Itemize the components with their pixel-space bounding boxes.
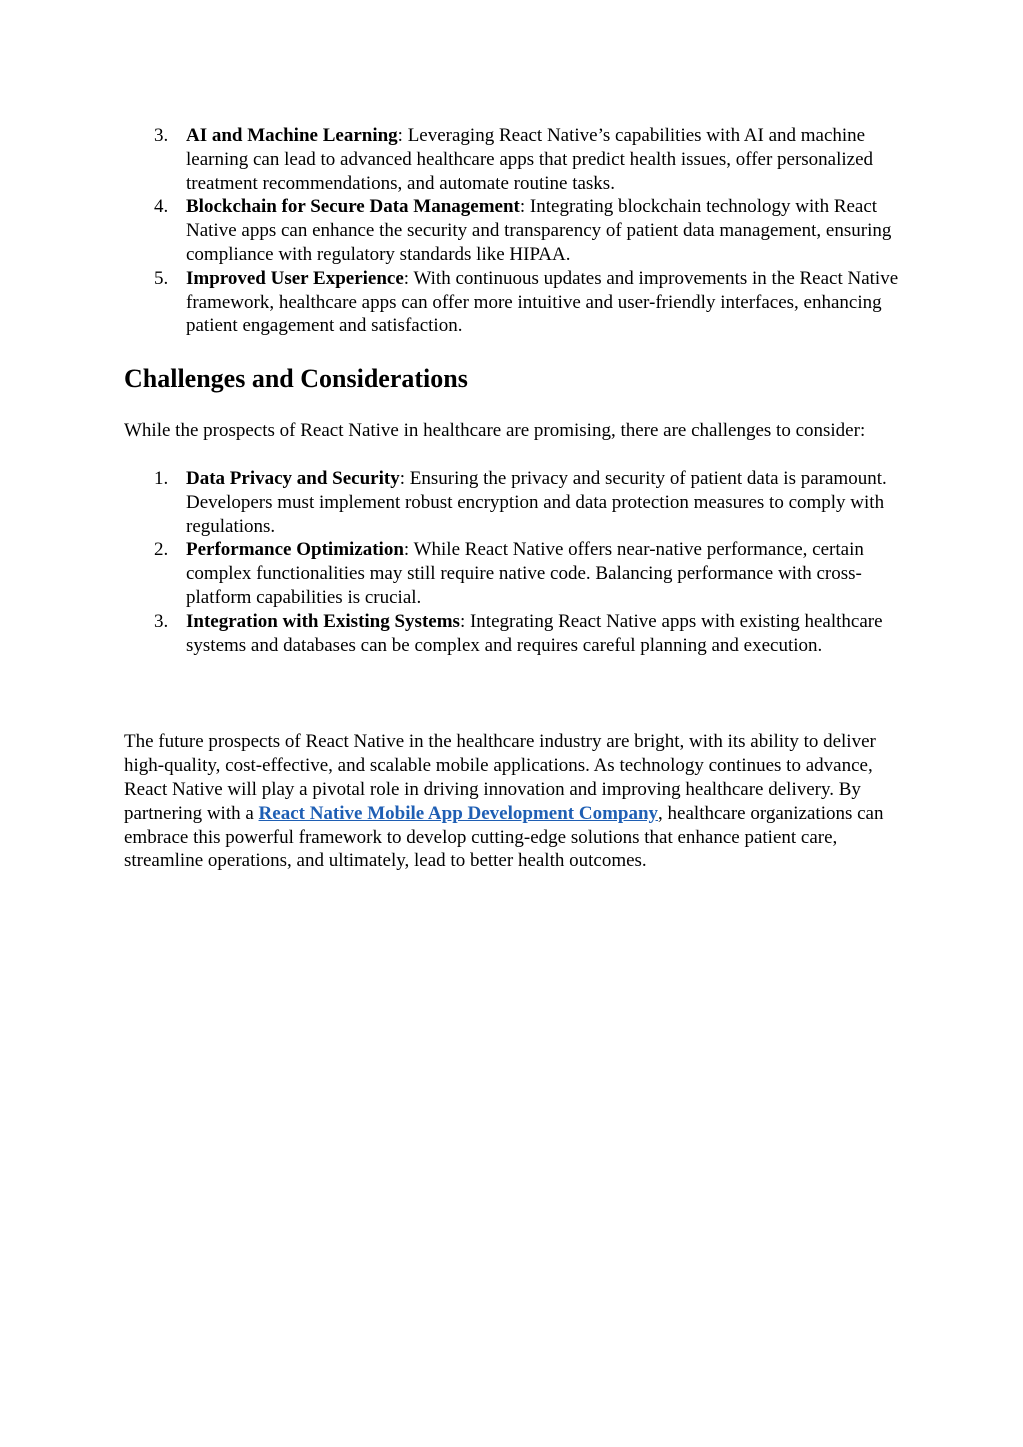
list-number: 3. — [154, 125, 169, 146]
list-item — [124, 538, 904, 609]
list-item-term: Blockchain for Secure Data Management — [186, 196, 520, 218]
conclusion-text-end: , healthcare organizations can embrace this powerful framework to develop cutting-edge solutions that enhance patient care, streamline operations, and ultimately, lead to better health outcomes. — [124, 802, 884, 872]
list-item — [124, 467, 904, 538]
list-item-term: Integration with Existing Systems — [186, 610, 460, 632]
list-item — [124, 610, 904, 658]
list-number: 4. — [154, 196, 169, 218]
list-number: 2. — [154, 539, 169, 561]
list-item-text: : While React Native offers near-native performance, certain complex functionalities may still require native code. Balancing performance with cross-platform capabilities is crucial. — [186, 539, 864, 608]
list-item-text: : Ensuring the privacy and security of patient data is paramount. Developers must implement robust encryption and data protection measures to comply with regulations. — [186, 467, 887, 537]
list-item — [124, 124, 904, 195]
section-intro: While the prospects of React Native in healthcare are promising, there are challenges to consider: — [124, 420, 866, 442]
list-item-term: Performance Optimization — [186, 539, 404, 561]
list-item-term: Data Privacy and Security — [186, 467, 400, 489]
list-item-text: : Leveraging React Native’s capabilities with AI and machine learning can lead to advanced healthcare apps that predict health issues, offer personalized treatment recommendations, and automate routine tasks. — [186, 125, 874, 194]
conclusion-paragraph — [124, 730, 904, 873]
company-link[interactable]: React Native Mobile App Development Company — [258, 802, 659, 824]
list-number: 3. — [154, 610, 169, 632]
list-number: 5. — [154, 267, 169, 289]
list-item — [124, 267, 904, 338]
future-trends-list — [124, 124, 904, 338]
list-item-text: : With continuous updates and improvements in the React Native framework, healthcare apps can offer more intuitive and user-friendly interfaces, enhancing patient engagement and satisfaction. — [186, 267, 899, 337]
list-item — [124, 195, 904, 266]
list-item-text: : Integrating React Native apps with existing healthcare systems and databases can be complex and requires careful planning and execution. — [186, 610, 883, 656]
section-heading: Challenges and Considerations — [124, 364, 468, 394]
list-item-text: : Integrating blockchain technology with React Native apps can enhance the security and transparency of patient data management, ensuring compliance with regulatory standards like HIPAA. — [186, 196, 892, 265]
list-number: 1. — [154, 467, 169, 489]
conclusion-text-start: The future prospects of React Native in the healthcare industry are bright, with its ability to deliver high-quality, cost-effective, and scalable mobile applications. As technology continues to advance, React Native will play a pivotal role in driving innovation and improving healthcare delivery. By partnering with a — [124, 731, 876, 824]
list-item-term: Improved User Experience — [186, 267, 404, 289]
challenges-list — [124, 467, 904, 657]
document-page — [124, 124, 904, 873]
list-item-term: AI and Machine Learning — [186, 125, 398, 146]
